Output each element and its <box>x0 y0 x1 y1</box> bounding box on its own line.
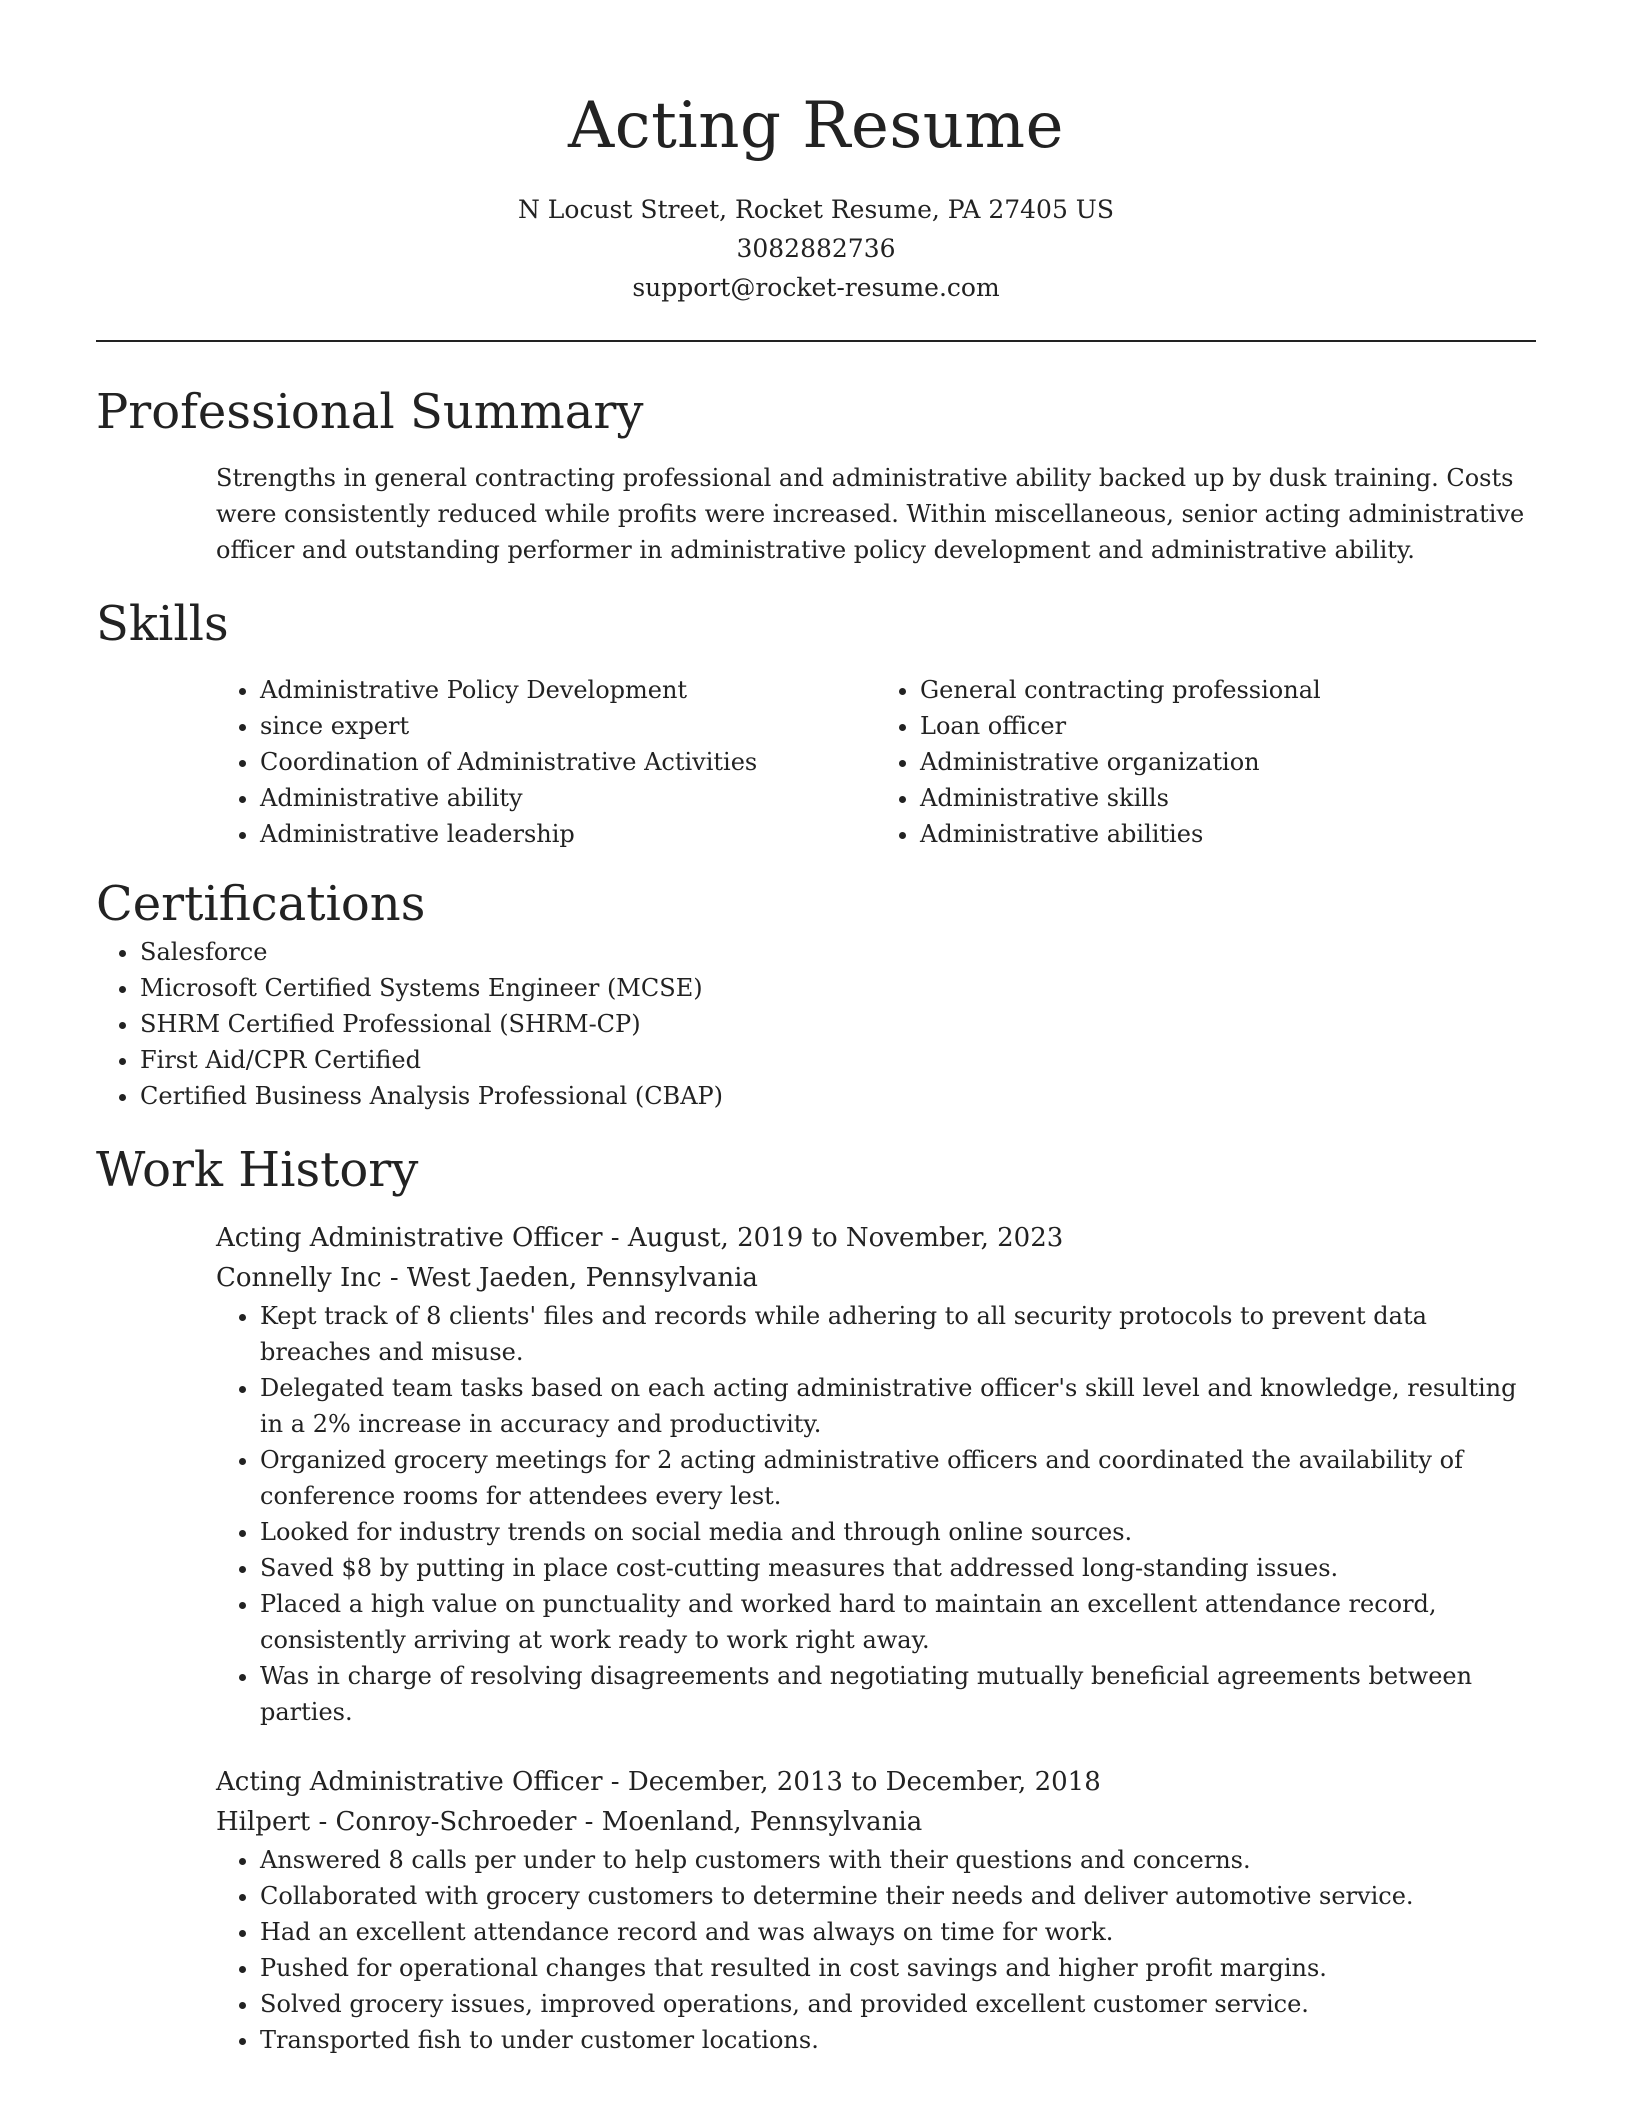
job-bullet: • Solved grocery issues, improved operations, and provided excellent customer service. <box>260 1986 1530 2022</box>
contact-phone: 3082882736 <box>736 234 896 263</box>
skill-item: • Coordination of Administrative Activities <box>260 744 876 780</box>
certification-item: • Salesforce <box>140 934 1536 970</box>
contact-address: N Locust Street, Rocket Resume, PA 27405 US <box>517 195 1114 224</box>
resume-header <box>96 0 1536 307</box>
job-title: Acting Administrative Officer <box>216 1767 603 1797</box>
job-bullet: • Organized grocery meetings for 2 acting administrative officers and coordinated the availability of conference rooms for attendees every lest. <box>260 1442 1530 1514</box>
job-dates: December, 2013 to December, 2018 <box>627 1767 1101 1797</box>
skill-item: • Administrative organization <box>920 744 1536 780</box>
job-company-line <box>216 1258 1536 1298</box>
resume-name: Acting Resume <box>568 89 1064 163</box>
job-bullet: • Collaborated with grocery customers to determine their needs and deliver automotive service. <box>260 1878 1530 1914</box>
job-separator: - <box>576 1807 602 1837</box>
job-bullet: • Pushed for operational changes that resulted in cost savings and higher profit margins. <box>260 1950 1530 1986</box>
certification-item: • SHRM Certified Professional (SHRM-CP) <box>140 1006 1536 1042</box>
job-bullet: • Transported fish to under customer locations. <box>260 2022 1530 2058</box>
certifications-section <box>96 874 1536 1114</box>
summary-text: Strengths in general contracting professional and administrative ability backed up by dusk training. Costs were consistently reduced while profits were increased. Within miscellaneous, senior acting administrative officer and outstanding performer in administrative policy development and administrative ability. <box>216 464 1525 564</box>
job-entry <box>216 1762 1536 2058</box>
job-title-line <box>216 1218 1536 1258</box>
skill-item: • since expert <box>260 708 876 744</box>
job-bullets <box>216 1842 1536 2058</box>
certifications-list <box>96 934 1536 1114</box>
certification-item: • Certified Business Analysis Professional (CBAP) <box>140 1078 1536 1114</box>
certification-item: • First Aid/CPR Certified <box>140 1042 1536 1078</box>
job-company: Connelly Inc <box>216 1263 382 1293</box>
job-entry <box>216 1218 1536 1730</box>
job-company-line <box>216 1802 1536 1842</box>
skill-item: • Loan officer <box>920 708 1536 744</box>
skill-item: • Administrative ability <box>260 780 876 816</box>
job-location: West Jaeden, Pennsylvania <box>406 1263 758 1293</box>
job-title-line <box>216 1762 1536 1802</box>
skill-item: • General contracting professional <box>920 672 1536 708</box>
job-bullet: • Delegated team tasks based on each acting administrative officer's skill level and knowledge, resulting in a 2% increase in accuracy and productivity. <box>260 1370 1530 1442</box>
job-dates: August, 2019 to November, 2023 <box>627 1223 1064 1253</box>
summary-section <box>96 382 1536 568</box>
job-location: Moenland, Pennsylvania <box>601 1807 923 1837</box>
certifications-heading: Certifications <box>96 876 426 932</box>
skills-heading: Skills <box>96 596 229 652</box>
skill-item: • Administrative abilities <box>920 816 1536 852</box>
job-bullet: • Had an excellent attendance record and was always on time for work. <box>260 1914 1530 1950</box>
contact-block <box>96 190 1536 307</box>
job-separator: - <box>602 1223 628 1253</box>
job-bullet: • Saved $8 by putting in place cost-cutting measures that addressed long-standing issues. <box>260 1550 1530 1586</box>
header-divider <box>96 340 1536 342</box>
job-company: Hilpert - Conroy-Schroeder <box>216 1807 577 1837</box>
job-bullet: • Answered 8 calls per under to help customers with their questions and concerns. <box>260 1842 1530 1878</box>
skills-list-left <box>216 672 876 852</box>
contact-email: support@rocket-resume.com <box>632 273 1000 302</box>
job-separator: - <box>602 1767 628 1797</box>
skills-list-right <box>876 672 1536 852</box>
summary-heading: Professional Summary <box>96 384 644 440</box>
job-separator: - <box>381 1263 407 1293</box>
job-bullet: • Kept track of 8 clients' files and records while adhering to all security protocols to prevent data breaches and misuse. <box>260 1298 1530 1370</box>
job-bullet: • Placed a high value on punctuality and worked hard to maintain an excellent attendance record, consistently arriving at work ready to work right away. <box>260 1586 1530 1658</box>
job-bullets <box>216 1298 1536 1730</box>
job-bullet: • Looked for industry trends on social media and through online sources. <box>260 1514 1530 1550</box>
work-history-heading: Work History <box>96 1142 419 1198</box>
work-history-section <box>96 1140 1536 2058</box>
job-bullet: • Was in charge of resolving disagreements and negotiating mutually beneficial agreements between parties. <box>260 1658 1530 1730</box>
job-title: Acting Administrative Officer <box>216 1223 603 1253</box>
certification-item: • Microsoft Certified Systems Engineer (MCSE) <box>140 970 1536 1006</box>
skills-section <box>96 594 1536 852</box>
skill-item: • Administrative skills <box>920 780 1536 816</box>
skills-grid <box>216 672 1536 852</box>
skill-item: • Administrative leadership <box>260 816 876 852</box>
skill-item: • Administrative Policy Development <box>260 672 876 708</box>
